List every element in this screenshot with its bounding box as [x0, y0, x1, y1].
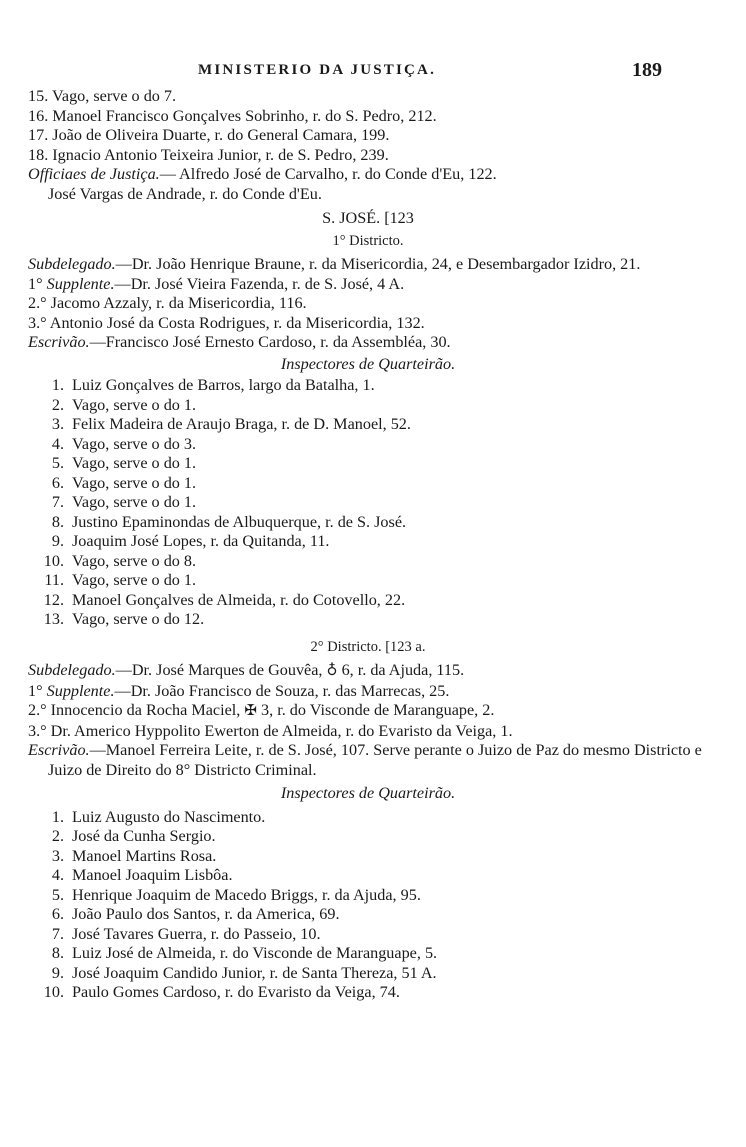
subdelegado-text-a: —Dr. José Marques de Gouvêa,	[115, 661, 323, 679]
item-text: Vago, serve o do 1.	[72, 571, 197, 589]
subdelegado-text-b: 6, r. da Ajuda, 115.	[341, 661, 465, 679]
list-item: 15. Vago, serve o do 7.	[28, 87, 177, 105]
item-number: 9.	[51, 963, 64, 982]
item-number: 5.	[51, 885, 64, 904]
item-number: 8.	[51, 512, 64, 531]
item-number: 6.	[51, 473, 64, 492]
item-text: Luiz Augusto do Nascimento.	[72, 807, 266, 826]
escrivao-label: Escrivão.	[28, 741, 90, 759]
list-item	[28, 532, 708, 552]
item-text: Manoel Joaquim Lisbôa.	[72, 866, 233, 884]
district-1-subdelegado	[28, 255, 708, 275]
list-item: 17. João de Oliveira Duarte, r. do General Camara, 199.	[28, 126, 390, 144]
document-body	[28, 87, 708, 1003]
district-2-supplente-3: 3.° Dr. Americo Hyppolito Ewerton de Almeida, r. do Evaristo da Veiga, 1.	[28, 721, 513, 740]
supplente-label: Supplente.	[46, 274, 115, 293]
list-item	[28, 866, 708, 886]
list-item	[28, 474, 708, 494]
district-2-heading: 2° Districto. [123 a.	[310, 638, 426, 655]
district-1-supplente-1	[28, 275, 708, 295]
list-item	[28, 571, 708, 591]
list-item	[28, 925, 708, 945]
district-2-inspectores-list	[28, 808, 708, 1003]
district-2-subdelegado	[28, 661, 708, 682]
list-item	[28, 847, 708, 867]
page-number: 189	[632, 59, 662, 81]
list-item	[28, 983, 708, 1003]
officiaes-text: — Alfredo José de Carvalho, r. do Conde d'Eu, 122.	[159, 165, 497, 183]
running-title: MINISTERIO DA JUSTIÇA.	[198, 62, 437, 78]
district-2-supplente-2	[28, 701, 708, 722]
list-item	[28, 493, 708, 513]
item-text: Manoel Gonçalves de Almeida, r. do Cotovello, 22.	[72, 590, 406, 609]
list-item	[28, 591, 708, 611]
item-text: Vago, serve o do 1.	[72, 454, 197, 472]
item-number: 12.	[43, 590, 64, 609]
district-2-inspectores-heading: Inspectores de Quarteirão.	[280, 784, 456, 802]
item-text: Henrique Joaquim de Macedo Briggs, r. da Ajuda, 95.	[72, 885, 421, 904]
page-header	[0, 59, 746, 86]
list-item	[28, 944, 708, 964]
item-text: Vago, serve o do 1.	[72, 395, 197, 414]
list-item	[28, 396, 708, 416]
district-1-inspectores-list	[28, 376, 708, 630]
top-list	[28, 87, 708, 165]
officiaes-label: Officiaes de Justiça.	[28, 165, 160, 183]
item-number: 10.	[43, 551, 64, 570]
list-item	[28, 415, 708, 435]
item-number: 1.	[51, 376, 64, 394]
district-1-supplente-2: 2.° Jacomo Azzaly, r. da Misericordia, 116.	[28, 294, 307, 312]
item-text: José Joaquim Candido Junior, r. de Santa Thereza, 51 A.	[72, 963, 437, 982]
supplente-text-a: 2.° Innocencio da Rocha Maciel,	[28, 701, 241, 719]
item-number: 7.	[51, 924, 64, 943]
supplente-prefix: 1°	[28, 681, 43, 700]
item-text: Paulo Gomes Cardoso, r. do Evaristo da Veiga, 74.	[72, 983, 400, 1001]
list-item	[28, 376, 708, 396]
item-number: 9.	[51, 532, 64, 550]
list-item	[28, 454, 708, 474]
district-2-supplente-1	[28, 682, 708, 702]
subdelegado-text: —Dr. João Henrique Braune, r. da Misericordia, 24, e Desembargador Izidro, 21.	[115, 255, 641, 273]
list-item	[28, 964, 708, 984]
item-text: José da Cunha Sergio.	[72, 827, 216, 845]
cross-insignia-icon: ✠	[244, 703, 257, 719]
subdelegado-label: Subdelegado.	[28, 661, 116, 679]
item-text: Vago, serve o do 3.	[72, 434, 197, 453]
district-1-escrivao	[28, 333, 708, 353]
item-number: 2.	[51, 827, 64, 845]
officiaes-entry-2: José Vargas de Andrade, r. do Conde d'Eu.	[48, 184, 322, 203]
item-text: José Tavares Guerra, r. do Passeio, 10.	[72, 924, 321, 943]
item-number: 10.	[43, 983, 64, 1001]
supplente-text-b: 3, r. do Visconde de Maranguape, 2.	[261, 701, 495, 719]
supplente-prefix: 1°	[28, 274, 43, 293]
item-text: Vago, serve o do 1.	[72, 473, 197, 492]
escrivao-text: —Francisco José Ernesto Cardoso, r. da Assembléa, 30.	[89, 333, 451, 351]
supplente-text: —Dr. João Francisco de Souza, r. das Marrecas, 25.	[114, 681, 450, 700]
order-insignia-icon: ♁	[326, 663, 338, 679]
item-number: 13.	[43, 610, 64, 628]
list-item	[28, 435, 708, 455]
list-item	[28, 610, 708, 630]
item-number: 8.	[51, 944, 64, 962]
item-text: Joaquim José Lopes, r. da Quitanda, 11.	[72, 532, 330, 550]
district-1-inspectores-heading: Inspectores de Quarteirão.	[280, 354, 456, 373]
item-number: 4.	[51, 866, 64, 884]
section-heading: S. JOSÉ. [123	[322, 209, 414, 227]
item-number: 11.	[44, 571, 64, 589]
list-item	[28, 827, 708, 847]
item-number: 4.	[51, 434, 64, 453]
item-number: 6.	[51, 905, 64, 923]
escrivao-label: Escrivão.	[28, 333, 90, 351]
district-2-escrivao	[28, 741, 708, 780]
item-text: Luiz José de Almeida, r. do Visconde de Maranguape, 5.	[72, 944, 438, 962]
list-item: 18. Ignacio Antonio Teixeira Junior, r. de S. Pedro, 239.	[28, 145, 389, 164]
list-item	[28, 905, 708, 925]
list-item	[28, 552, 708, 572]
subdelegado-label: Subdelegado.	[28, 255, 116, 273]
list-item	[28, 886, 708, 906]
item-number: 7.	[51, 493, 64, 511]
officiaes-entry	[28, 165, 708, 185]
list-item	[28, 808, 708, 828]
item-number: 5.	[51, 454, 64, 472]
item-number: 2.	[51, 395, 64, 414]
item-text: Luiz Gonçalves de Barros, largo da Batalha, 1.	[72, 376, 375, 394]
item-text: Felix Madeira de Araujo Braga, r. de D. Manoel, 52.	[72, 415, 411, 433]
item-number: 3.	[51, 846, 64, 865]
district-1-supplente-3: 3.° Antonio José da Costa Rodrigues, r. da Misericordia, 132.	[28, 313, 425, 332]
supplente-label: Supplente.	[46, 681, 115, 700]
item-text: João Paulo dos Santos, r. da America, 69.	[72, 905, 340, 923]
list-item	[28, 513, 708, 533]
item-text: Vago, serve o do 12.	[72, 610, 205, 628]
item-number: 1.	[51, 807, 64, 826]
item-text: Vago, serve o do 8.	[72, 551, 197, 570]
item-text: Vago, serve o do 1.	[72, 493, 197, 511]
escrivao-text: —Manoel Ferreira Leite, r. de S. José, 107. Serve perante o Juizo de Paz do mesmo Districto e Juizo de Direito do 8° Districto Criminal.	[48, 741, 702, 779]
list-item: 16. Manoel Francisco Gonçalves Sobrinho, r. do S. Pedro, 212.	[28, 106, 437, 125]
item-text: Justino Epaminondas de Albuquerque, r. de S. José.	[72, 512, 407, 531]
supplente-text: —Dr. José Vieira Fazenda, r. de S. José, 4 A.	[114, 274, 405, 293]
district-1-heading: 1° Districto.	[332, 232, 404, 249]
item-text: Manoel Martins Rosa.	[72, 846, 217, 865]
item-number: 3.	[51, 415, 64, 433]
